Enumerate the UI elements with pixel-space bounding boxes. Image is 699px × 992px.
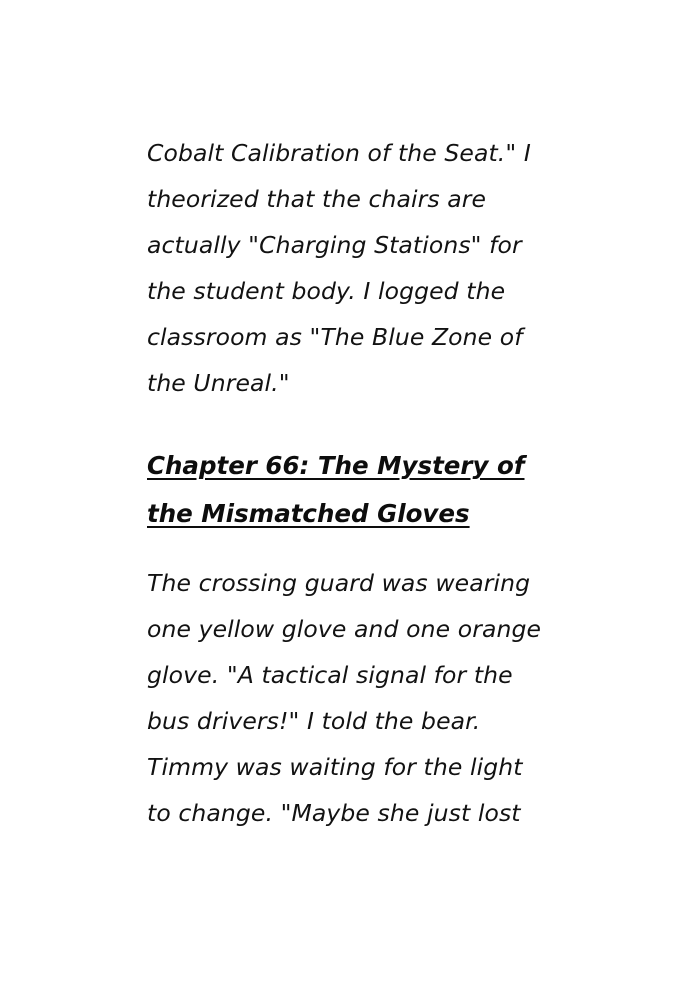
continued-paragraph: Cobalt Calibration of the Seat." I theorized that the chairs are actually "Charging Stations" for the student body. I logged the classroom as "The Blue Zone of the Unreal." [147,139,531,397]
spacer-before-heading [147,406,549,442]
chapter-heading: Chapter 66: The Mystery of the Mismatched Gloves [147,451,525,528]
spacer-after-heading [147,538,549,560]
document-body [147,130,549,836]
chapter-paragraph: The crossing guard was wearing one yellow glove and one orange glove. "A tactical signal for the bus drivers!" I told the bear. Timmy was waiting for the light to change. "Maybe she just lost [147,569,542,827]
